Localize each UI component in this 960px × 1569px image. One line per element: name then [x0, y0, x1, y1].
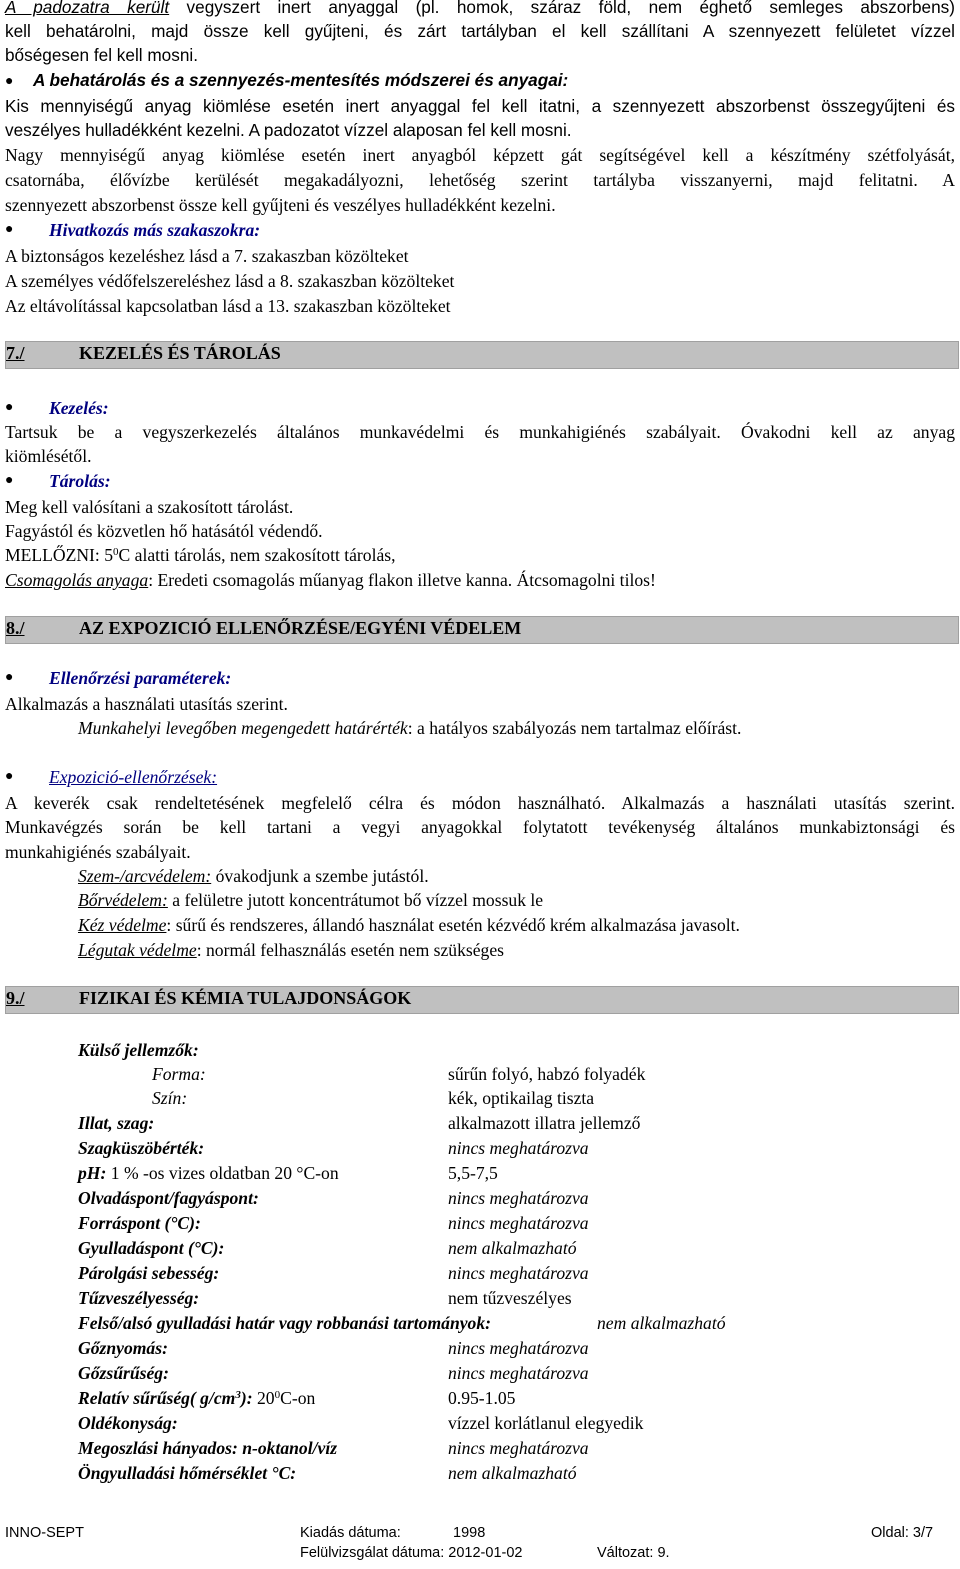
- method-heading: ● A behatárolás és a szennyezés-mentesítés módszerei és anyagai:: [5, 70, 569, 90]
- vapor-density-label: Gőzsűrűség:: [78, 1363, 169, 1383]
- bullet-icon: ●: [5, 400, 14, 415]
- external-heading: Külső jellemzők:: [78, 1040, 199, 1060]
- footer-product: INNO-SEPT: [5, 1525, 84, 1541]
- color-value: kék, optikailag tiszta: [448, 1088, 595, 1108]
- flammability-label: Tűzveszélyesség:: [78, 1288, 200, 1308]
- evaporation-label: Párolgási sebesség:: [78, 1263, 220, 1283]
- reference-2: A személyes védőfelszereléshez lásd a 8. szakaszban közölteket: [5, 271, 455, 291]
- bullet-icon: ●: [5, 670, 14, 685]
- melting-point-value: nincs meghatározva: [448, 1188, 589, 1208]
- density-label: Relatív sűrűség( $g/cm^3$): $20^0C-on$: [78, 1388, 316, 1408]
- partition-label: Megoszlási hányados: n-oktanol/víz: [78, 1438, 338, 1458]
- footer-issue-label: Kiadás dátuma:: [300, 1525, 401, 1541]
- packaging-line: Csomagolás anyaga: Eredeti csomagolás műanyag flakon illetve kanna. Átcsomagolni tilos!: [5, 570, 656, 590]
- melting-point-label: Olvadáspont/fagyáspont:: [78, 1188, 259, 1208]
- section-8-header: 8./ AZ EXPOZICIÓ ELLENŐRZÉSE/EGYÉNI VÉDELEM: [5, 616, 959, 644]
- footer-issue-value: 1998: [453, 1525, 486, 1541]
- ph-label: pH: 1 % -os vizes oldatban 20 °C-on: [78, 1163, 339, 1183]
- evaporation-value: nincs meghatározva: [448, 1263, 589, 1283]
- control-heading: ● Ellenőrzési paraméterek:: [5, 668, 232, 688]
- solubility-label: Oldékonyság:: [78, 1413, 178, 1433]
- section-9-header: 9./ FIZIKAI ÉS KÉMIA TULAJDONSÁGOK: [5, 986, 959, 1014]
- large-spill-3: szennyezett abszorbenst össze kell gyűjteni és veszélyes hulladékként kezelni.: [5, 195, 556, 215]
- storage-1: Meg kell valósítani a szakosított tárolást.: [5, 497, 294, 517]
- vapor-pressure-value: nincs meghatározva: [448, 1338, 589, 1358]
- spill-line-1: A padozatra került vegyszert inert anyaggal (pl. homok, száraz föld, nem éghető semleges abszorbens): [5, 0, 955, 17]
- odor-threshold-label: Szagküszöbérték:: [78, 1138, 205, 1158]
- color-label: Szín:: [152, 1088, 188, 1108]
- partition-value: nincs meghatározva: [448, 1438, 589, 1458]
- storage-avoid: MELLŐZNI: $5^0C$ alatti tárolás, nem szakosított tárolás,: [5, 545, 396, 565]
- flash-point-value: nem alkalmazható: [448, 1238, 577, 1258]
- small-spill-1: Kis mennyiségű anyag kiömlése esetén inert anyaggal fel kell itatni, a szennyezett abszorbenst összegyűjteni és: [5, 96, 955, 116]
- boiling-point-value: nincs meghatározva: [448, 1213, 589, 1233]
- respiratory-protection: Légutak védelme: normál felhasználás esetén nem szükséges: [78, 940, 505, 960]
- autoignition-value: nem alkalmazható: [448, 1463, 577, 1483]
- odor-value: alkalmazott illatra jellemző: [448, 1113, 641, 1133]
- section-7-header: 7./ KEZELÉS ÉS TÁROLÁS: [5, 341, 959, 369]
- storage-2: Fagyástól és közvetlen hő hatásától védendő.: [5, 521, 323, 541]
- spill-line-3: bőségesen fel kell mosni.: [5, 45, 198, 65]
- handling-heading: ● Kezelés:: [5, 398, 109, 418]
- explosive-limits-label: Felső/alsó gyulladási határ vagy robbanási tartományok:: [78, 1313, 491, 1333]
- footer-page: Oldal: 3/7: [871, 1525, 934, 1541]
- vapor-pressure-label: Gőznyomás:: [78, 1338, 168, 1358]
- handling-2: kiömlésétől.: [5, 446, 92, 466]
- large-spill-1: Nagy mennyiségű anyag kiömlése esetén inert anyagból képzett gát segítségével kell a készítmény szétfolyását,: [5, 145, 955, 165]
- ph-value: 5,5-7,5: [448, 1163, 498, 1183]
- exposure-heading: ● Expozició-ellenőrzések:: [5, 767, 218, 787]
- bullet-icon: ●: [5, 72, 14, 88]
- control-1: Alkalmazás a használati utasítás szerint.: [5, 694, 288, 714]
- reference-1: A biztonságos kezeléshez lásd a 7. szakaszban közölteket: [5, 246, 409, 266]
- handling-1: Tartsuk be a vegyszerkezelés általános munkavédelmi és munkahigiénés szabályait. Óvakodni kell az anyag: [5, 422, 955, 442]
- solubility-value: vízzel korlátlanul elegyedik: [448, 1413, 644, 1433]
- bullet-icon: ●: [5, 222, 14, 237]
- bullet-icon: ●: [5, 473, 14, 488]
- odor-threshold-value: nincs meghatározva: [448, 1138, 589, 1158]
- density-value: 0.95-1.05: [448, 1388, 516, 1408]
- skin-protection: Bőrvédelem: a felületre jutott koncentrátumot bő vízzel mossuk le: [78, 890, 544, 910]
- bullet-icon: ●: [5, 769, 14, 784]
- footer-revision: Felülvizsgálat dátuma: 2012-01-02: [300, 1545, 523, 1561]
- vapor-density-value: nincs meghatározva: [448, 1363, 589, 1383]
- form-value: sűrűn folyó, habzó folyadék: [448, 1064, 646, 1084]
- form-label: Forma:: [152, 1064, 206, 1084]
- small-spill-2: veszélyes hulladékként kezelni. A padozatot vízzel alaposan fel kell mosni.: [5, 120, 572, 140]
- autoignition-label: Öngyulladási hőmérséklet °C:: [78, 1463, 297, 1483]
- reference-heading: ● Hivatkozás más szakaszokra:: [5, 220, 261, 240]
- reference-3: Az eltávolítással kapcsolatban lásd a 13. szakaszban közölteket: [5, 296, 451, 316]
- spill-line-2: kell behatárolni, majd össze kell gyűjteni, és zárt tartályban el kell szállítani A szennyezett felületet vízzel: [5, 21, 955, 41]
- storage-heading: ● Tárolás:: [5, 471, 111, 491]
- flammability-value: nem tűzveszélyes: [448, 1288, 572, 1308]
- exposure-2: Munkavégzés során be kell tartani a vegyi anyagokkal folytatott tevékenység általános munkabiztonsági és: [5, 817, 955, 837]
- large-spill-2: csatornába, élővízbe kerülését megakadályozni, lehetőség szerint tartályba visszanyerni, majd felitatni. A: [5, 170, 955, 190]
- flash-point-label: Gyulladáspont (°C):: [78, 1238, 225, 1258]
- limit-line: Munkahelyi levegőben megengedett határérték: a hatályos szabályozás nem tartalmaz előírást.: [78, 718, 742, 738]
- eye-protection: Szem-/arcvédelem: óvakodjunk a szembe jutástól.: [78, 866, 429, 886]
- footer-version: Változat: 9.: [597, 1545, 670, 1561]
- hand-protection: Kéz védelme: sűrű és rendszeres, állandó használat esetén kézvédő krém alkalmazása javasolt.: [78, 915, 740, 935]
- odor-label: Illat, szag:: [78, 1113, 155, 1133]
- explosive-limits-value: nem alkalmazható: [597, 1313, 726, 1333]
- boiling-point-label: Forráspont (°C):: [78, 1213, 201, 1233]
- exposure-1: A keverék csak rendeltetésének megfelelő célra és módon használható. Alkalmazás a használati utasítás szerint.: [5, 793, 955, 813]
- exposure-3: munkahigiénés szabályait.: [5, 842, 191, 862]
